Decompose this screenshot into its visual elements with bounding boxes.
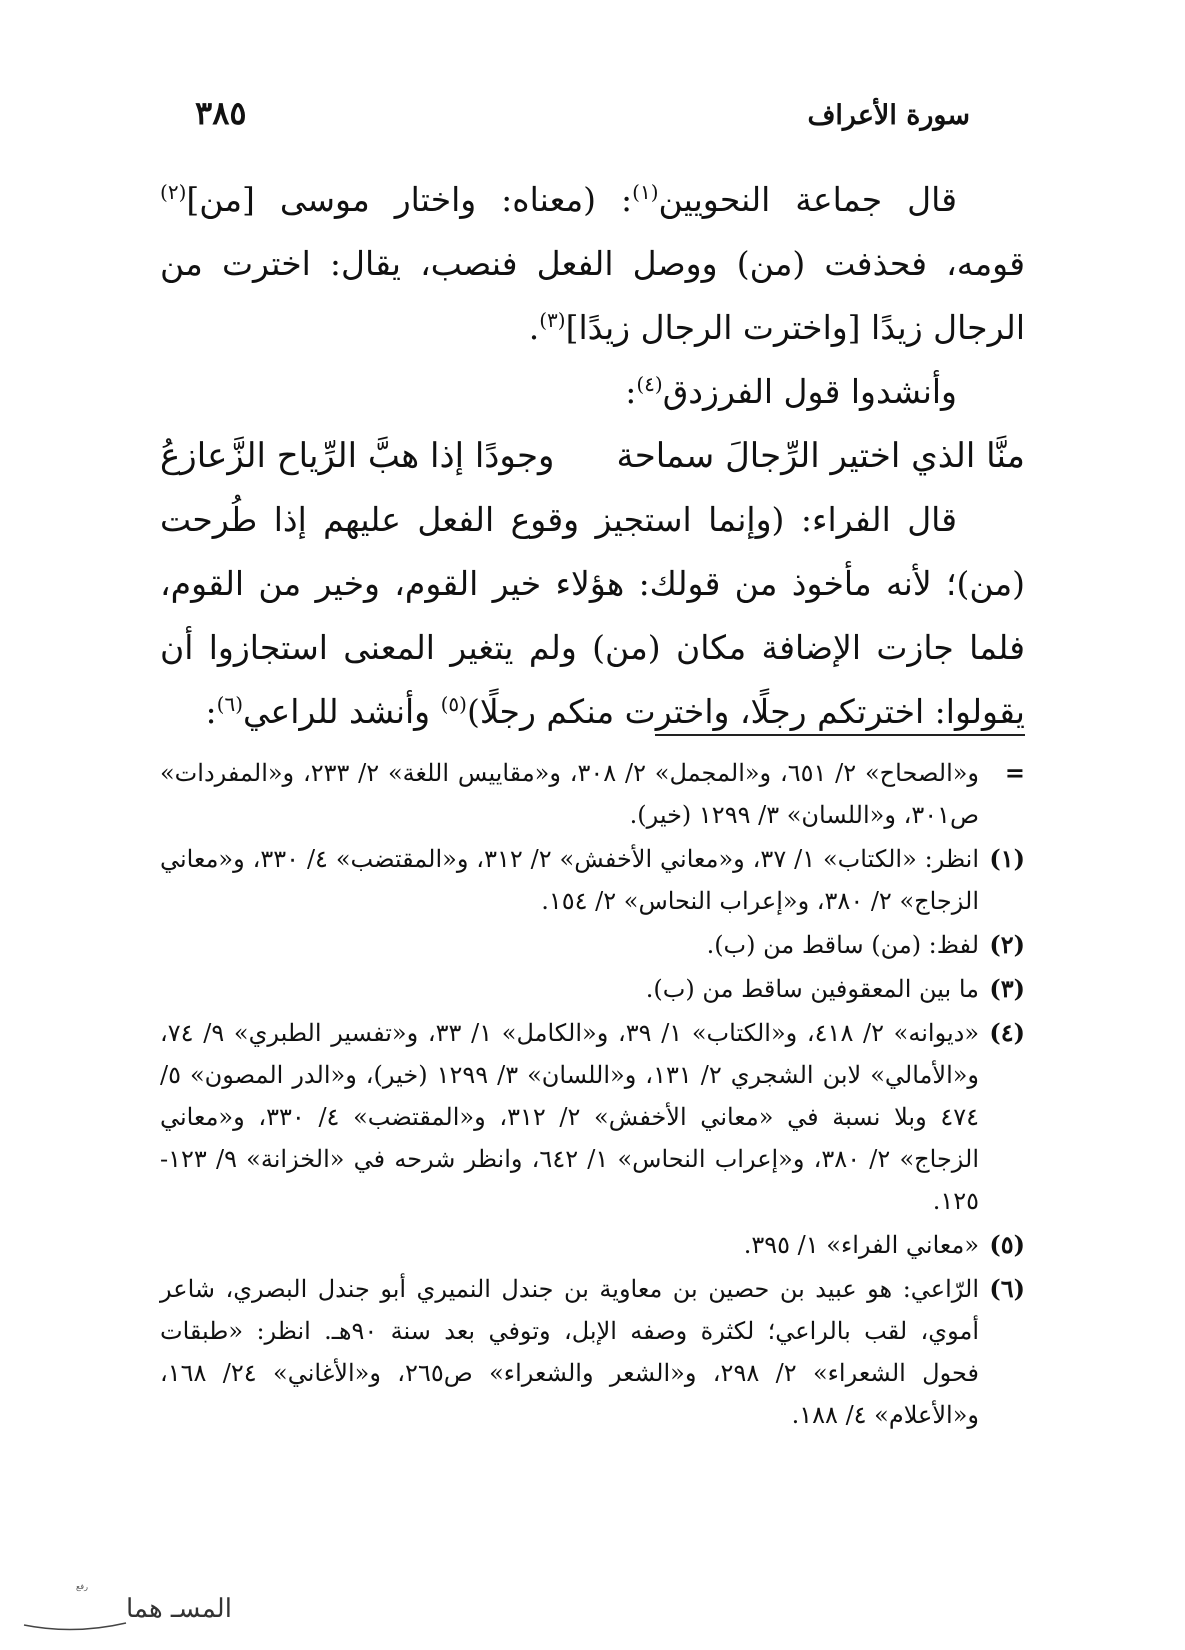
verse-second-hemistich: وجودًا إذا هبَّ الرِّياح الزَّعازعُ	[160, 436, 555, 476]
footnote-5	[160, 1224, 1025, 1266]
footnote-ref-2[interactable]: (٢)	[160, 180, 187, 204]
footnote-ref-4[interactable]: (٤)	[636, 372, 663, 396]
footnote-4	[160, 1012, 1025, 1222]
footnote-text: و«الصحاح» ٢/ ٦٥١، و«المجمل» ٢/ ٣٠٨، و«مقاييس اللغة» ٢/ ٢٣٣، و«المفردات» ص٣٠١، و«اللسان» ٣/ ١٢٩٩ (خير).	[160, 759, 980, 829]
footnote-3	[160, 968, 1025, 1010]
main-text	[160, 168, 1025, 744]
footnote-6	[160, 1268, 1025, 1436]
footnote-text: «ديوانه» ٢/ ٤١٨، و«الكتاب» ١/ ٣٩، و«الكامل» ١/ ٣٣، و«تفسير الطبري» ٩/ ٧٤، و«الأمالي» لابن الشجري ٢/ ١٣١، و«اللسان» ٣/ ١٢٩٩ (خير)، و«الدر المصون» ٥/ ٤٧٤ وبلا نسبة في «معاني الأخفش» ٢/ ٣١٢، و«المقتضب» ٤/ ٣٣٠، و«معاني الزجاج» ٢/ ٣٨٠، و«إعراب النحاس» ١/ ٦٤٢، وانظر شرحه في «الخزانة» ٩/ ١٢٣- ١٢٥.	[160, 1019, 980, 1215]
footnote-number: (٢)	[989, 930, 1025, 959]
footnote-continuation	[160, 752, 1025, 836]
logo-text: المسـ هما	[126, 1594, 232, 1624]
footnote-ref-5[interactable]: (٥)	[440, 692, 467, 716]
footnote-ref-1[interactable]: (١)	[632, 180, 659, 204]
footnote-number: (١)	[989, 844, 1025, 873]
footnote-2	[160, 924, 1025, 966]
page-number: ٣٨٥	[195, 94, 247, 132]
footnote-number: (٤)	[989, 1018, 1025, 1047]
footnote-ref-3[interactable]: (٣)	[539, 308, 566, 332]
paragraph-3: قال الفراء: (وإنما استجيز وقوع الفعل عليهم إذا طُرحت (من)؛ لأنه مأخوذ من قولك: هؤلاء خير القوم، وخير من القوم، فلما جازت الإضافة مكان (من) ولم يتغير المعنى استجازوا أن يقولوا: اخترتكم رجلًا، واخترت منكم رجلًا)$^{(٥)}$ وأنشد للراعي$^{(٦)}$:	[160, 500, 1025, 731]
poetry-verse	[160, 424, 1025, 488]
footnote-text: ما بين المعقوفين ساقط من (ب).	[645, 975, 979, 1003]
page-header	[195, 92, 970, 142]
footnote-text: لفظ: (من) ساقط من (ب).	[706, 931, 979, 959]
footnotes	[160, 752, 1025, 1438]
footnote-text: «معاني الفراء» ١/ ٣٩٥.	[743, 1231, 979, 1259]
logo-small-text: رفع	[76, 1582, 88, 1591]
footnote-number: =	[1004, 758, 1025, 787]
footnote-number: (٣)	[989, 974, 1025, 1003]
footnote-ref-6[interactable]: (٦)	[216, 692, 244, 716]
paragraph-2: وأنشدوا قول الفرزدق$^{(٤)}$:	[625, 372, 957, 411]
logo-flourish	[24, 1623, 126, 1630]
footnote-text: الرّاعي: هو عبيد بن حصين بن معاوية بن جندل النميري أبو جندل البصري، شاعر أموي، لقب بالراعي؛ لكثرة وصفه الإبل، وتوفي بعد سنة ٩٠هـ. انظر: «طبقات فحول الشعراء» ٢/ ٢٩٨، و«الشعر والشعراء» ص٢٦٥، و«الأغاني» ٢٤/ ١٦٨، و«الأعلام» ٤/ ١٨٨.	[160, 1275, 980, 1429]
footnote-text: انظر: «الكتاب» ١/ ٣٧، و«معاني الأخفش» ٢/ ٣١٢، و«المقتضب» ٤/ ٣٣٠، و«معاني الزجاج» ٢/ ٣٨٠، و«إعراب النحاس» ٢/ ١٥٤.	[160, 845, 980, 915]
paragraph-1: قال جماعة النحويين$^{(١)}$: (معناه: واختار موسى [من]$^{(٢)}$ قومه، فحذفت (من) ووصل الفعل فنصب، يقال: اخترت من الرجال زيدًا [واخترت الرجال زيدًا]$^{(٣)}$.	[160, 180, 1025, 347]
footnote-divider	[655, 734, 1025, 736]
verse-first-hemistich: منَّا الذي اختير الرِّجالَ سماحة	[616, 436, 1025, 476]
footnote-number: (٦)	[989, 1274, 1025, 1303]
surah-title: سورة الأعراف	[807, 100, 970, 131]
publisher-logo	[14, 1575, 232, 1639]
footnote-1	[160, 838, 1025, 922]
footnote-number: (٥)	[989, 1230, 1025, 1259]
